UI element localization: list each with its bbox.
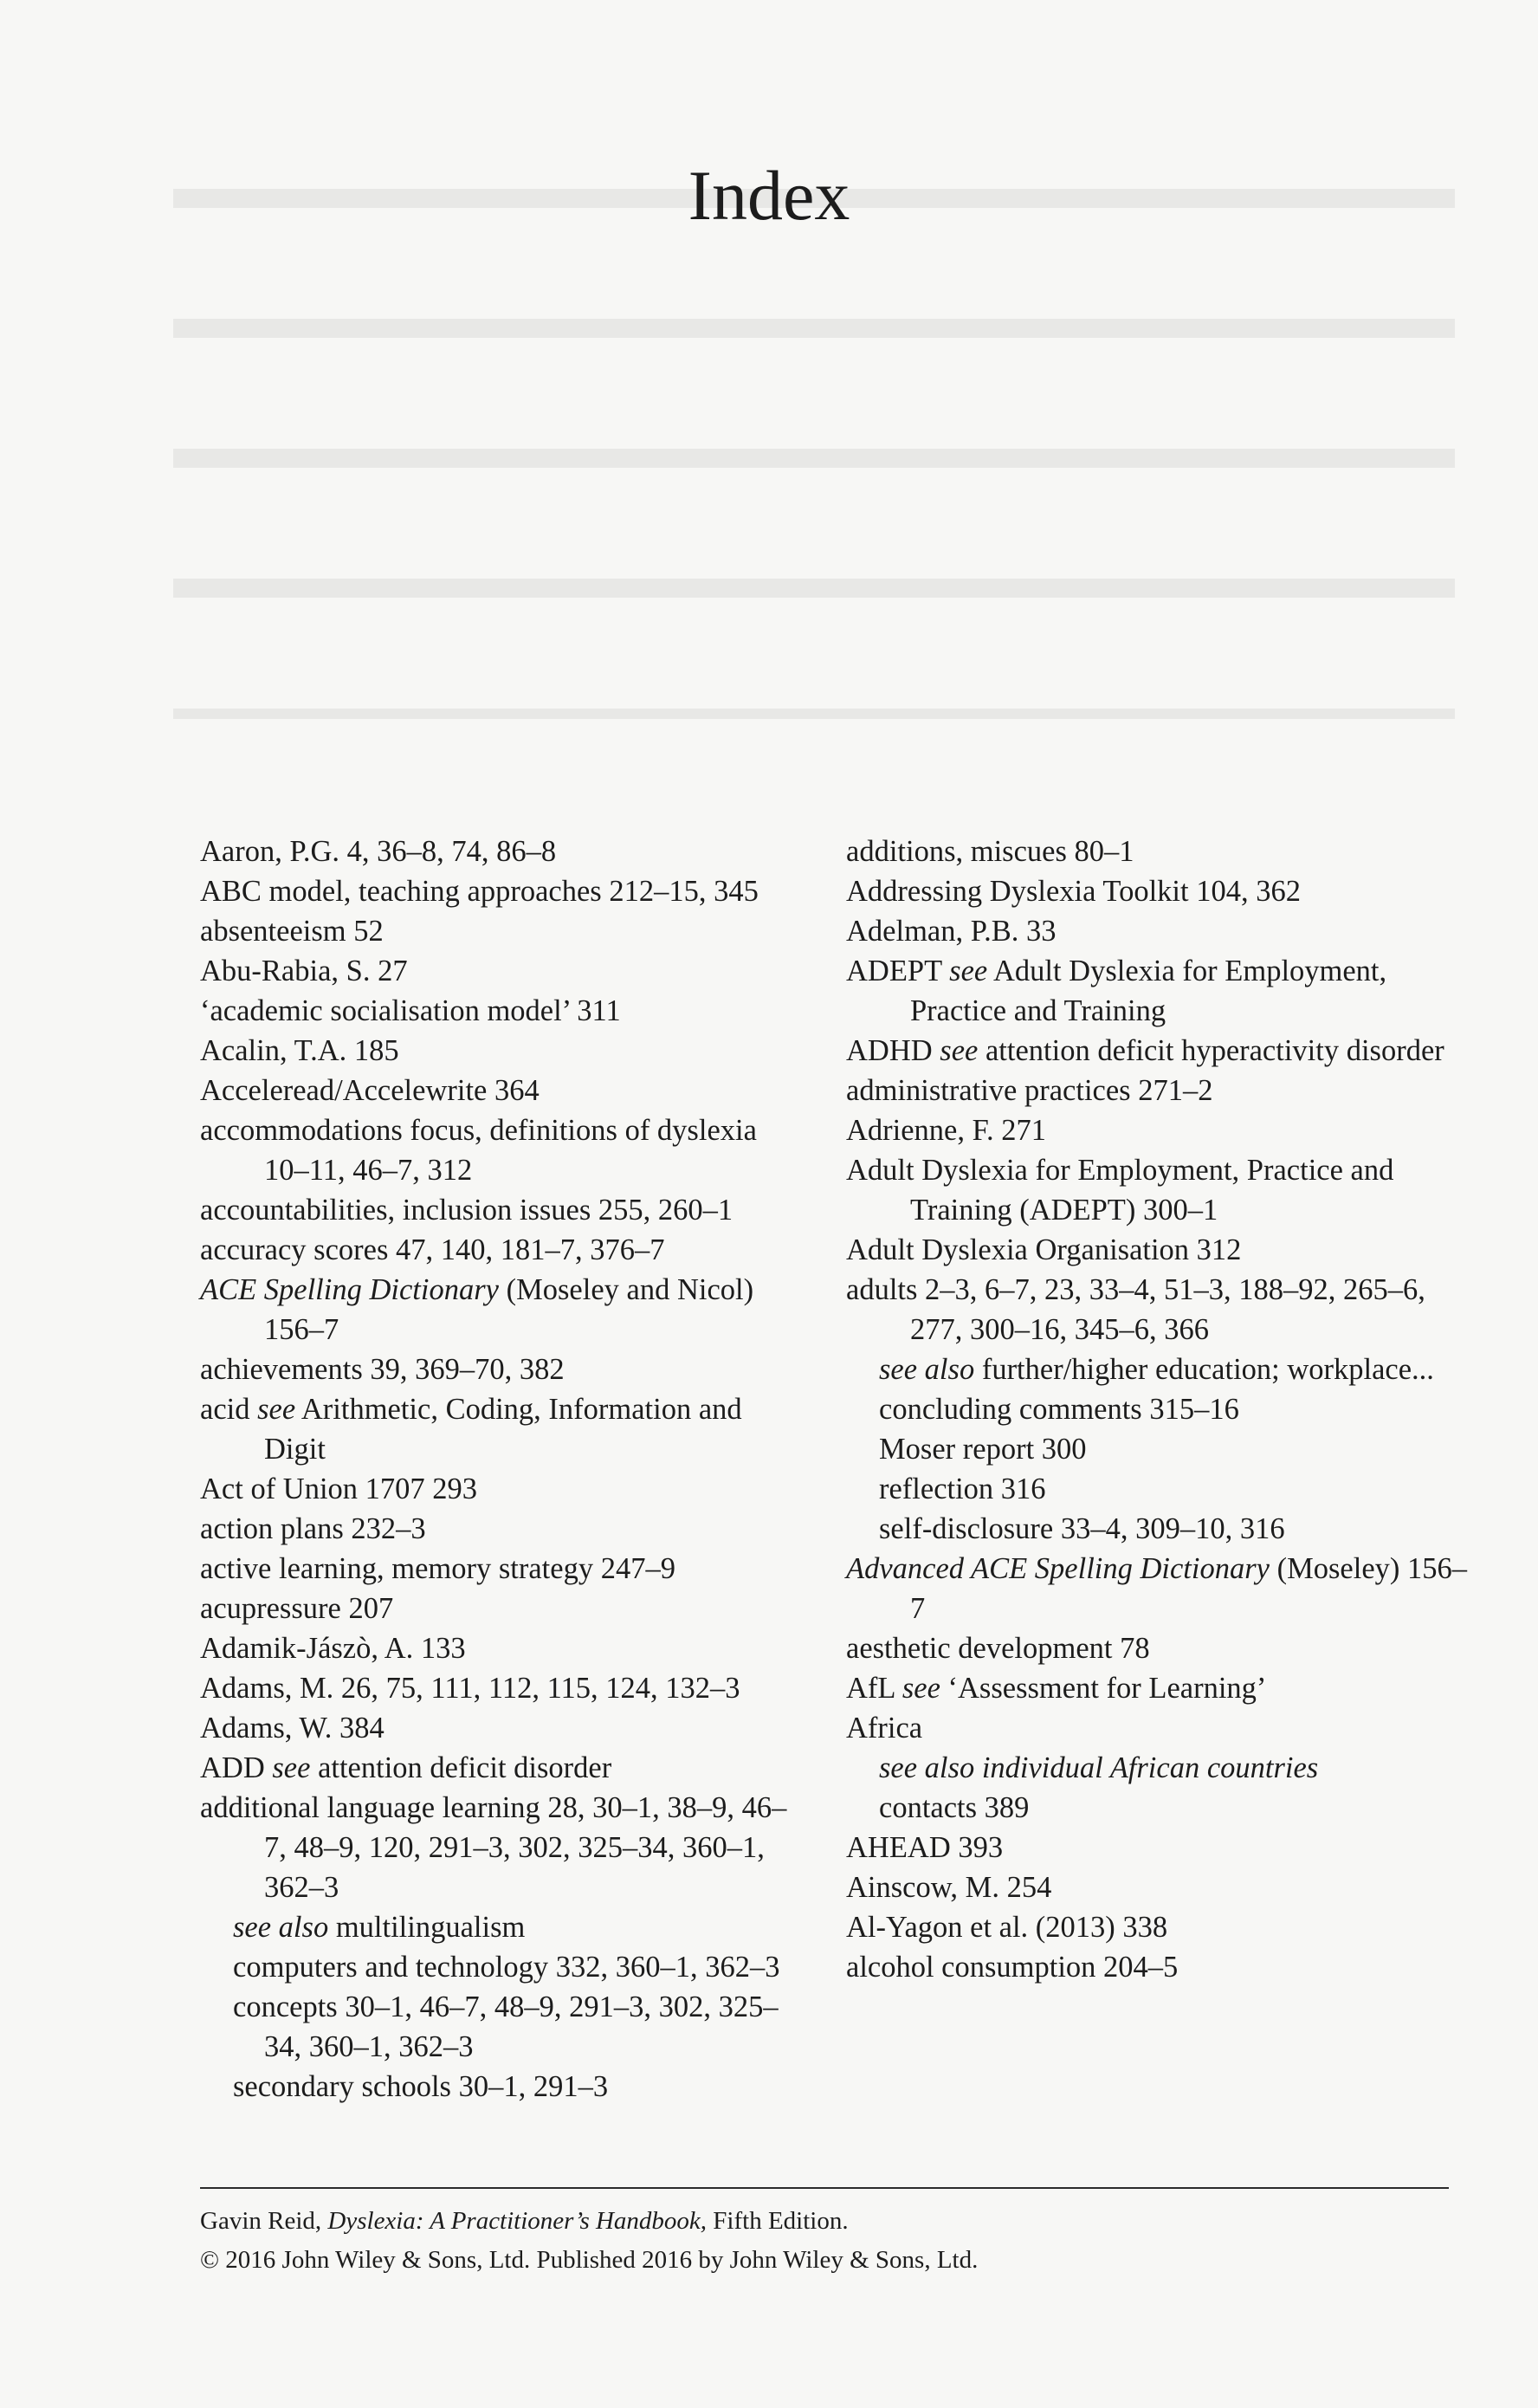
text-run: Abu-Rabia, S. 27: [200, 955, 408, 987]
italic-text: see also individual African countries: [879, 1751, 1319, 1784]
italic-text: see: [272, 1751, 311, 1784]
text-run: accommodations focus, definitions of dyslexia 10–11, 46–7, 312: [200, 1114, 757, 1187]
index-subentry: [200, 1987, 806, 2067]
text-run: Moser report 300: [879, 1433, 1087, 1466]
italic-text: ACE Spelling Dictionary: [200, 1273, 499, 1306]
index-entry: [200, 1190, 806, 1230]
text-run: self-disclosure 33–4, 309–10, 316: [879, 1512, 1285, 1545]
text-run: further/higher education; workplace...: [974, 1353, 1434, 1386]
text-run: ADD: [200, 1751, 273, 1784]
index-entry: [846, 871, 1470, 911]
text-run: Al-Yagon et al. (2013) 338: [846, 1911, 1168, 1944]
footer-divider: [200, 2187, 1449, 2189]
italic-text: see: [940, 1034, 979, 1067]
text-run: AfL: [846, 1672, 902, 1705]
index-entry: [200, 1350, 806, 1389]
index-entry: [846, 1907, 1470, 1947]
text-run: Adult Dyslexia for Employment, Practice and Training: [910, 955, 1387, 1027]
copyright-footer: [200, 2202, 1449, 2280]
index-entry: [846, 1230, 1470, 1270]
index-entry: [200, 1270, 806, 1350]
text-run: ‘Assessment for Learning’: [940, 1672, 1267, 1705]
italic-text: see: [257, 1393, 296, 1426]
text-run: concepts 30–1, 46–7, 48–9, 291–3, 302, 325–34, 360–1, 362–3: [233, 1990, 779, 2063]
index-entry: [846, 1071, 1470, 1110]
text-run: computers and technology 332, 360–1, 362–3: [233, 1951, 780, 1984]
italic-text: see: [901, 1672, 940, 1705]
text-run: Adelman, P.B. 33: [846, 915, 1057, 948]
index-entry: [200, 1469, 806, 1509]
index-entry: [200, 951, 806, 991]
index-subentry: [200, 2067, 806, 2107]
text-run: attention deficit disorder: [310, 1751, 612, 1784]
index-subentry: [846, 1748, 1470, 1788]
index-entry: [200, 1788, 806, 1907]
index-entry: [200, 871, 806, 911]
footer-copyright-line: [200, 2241, 1449, 2280]
index-entry: [200, 1509, 806, 1549]
text-run: achievements 39, 369–70, 382: [200, 1353, 565, 1386]
text-run: Adrienne, F. 271: [846, 1114, 1047, 1147]
text-run: additional language learning 28, 30–1, 38–9, 46–7, 48–9, 120, 291–3, 302, 325–34, 360–1, 362–3: [200, 1791, 787, 1904]
index-entry: [846, 911, 1470, 951]
index-entry: [846, 832, 1470, 871]
text-run: © 2016 John Wiley & Sons, Ltd. Published 2016 by John Wiley & Sons, Ltd.: [200, 2246, 979, 2274]
index-entry: [200, 832, 806, 871]
text-run: additions, miscues 80–1: [846, 835, 1134, 868]
index-column-right: [846, 832, 1470, 1987]
text-run: (Moseley) 156–7: [910, 1552, 1468, 1625]
index-entry: [846, 1031, 1470, 1071]
index-entry: [200, 1668, 806, 1708]
index-entry: [846, 1270, 1470, 1350]
index-entry: [200, 991, 806, 1031]
index-subentry: [200, 1947, 806, 1987]
text-run: accountabilities, inclusion issues 255, 260–1: [200, 1194, 733, 1227]
index-entry: [200, 1628, 806, 1668]
index-entry: [846, 1628, 1470, 1668]
index-subentry: [846, 1389, 1470, 1429]
text-run: alcohol consumption 204–5: [846, 1951, 1179, 1984]
index-entry: [200, 1389, 806, 1469]
text-run: accuracy scores 47, 140, 181–7, 376–7: [200, 1233, 665, 1266]
index-entry: [200, 1708, 806, 1748]
index-entry: [200, 1031, 806, 1071]
index-entry: [846, 951, 1470, 1031]
italic-text: Advanced ACE Spelling Dictionary: [846, 1552, 1270, 1585]
italic-text: see: [949, 955, 988, 987]
text-run: Fifth Edition.: [707, 2207, 849, 2235]
text-run: Adams, W. 384: [200, 1712, 384, 1745]
text-run: Adamik-Jászò, A. 133: [200, 1632, 466, 1665]
index-entry: [846, 1110, 1470, 1150]
italic-text: see also: [233, 1911, 329, 1944]
text-run: acupressure 207: [200, 1592, 394, 1625]
text-run: acid: [200, 1393, 258, 1426]
text-run: Adams, M. 26, 75, 111, 112, 115, 124, 132–3: [200, 1672, 740, 1705]
index-subentry: [846, 1788, 1470, 1828]
text-run: secondary schools 30–1, 291–3: [233, 2070, 609, 2103]
text-run: ADHD: [846, 1034, 940, 1067]
text-run: aesthetic development 78: [846, 1632, 1150, 1665]
text-run: contacts 389: [879, 1791, 1030, 1824]
italic-text: see also: [879, 1353, 975, 1386]
index-column-left: [200, 832, 806, 2107]
text-run: ADEPT: [846, 955, 950, 987]
index-entry: [200, 1071, 806, 1110]
index-entry: [846, 1668, 1470, 1708]
text-run: Acceleread/Accelewrite 364: [200, 1074, 540, 1107]
page-title: Index: [688, 156, 850, 235]
text-run: Arithmetic, Coding, Information and Digit: [264, 1393, 742, 1466]
text-run: ‘academic socialisation model’ 311: [200, 994, 621, 1027]
index-entry: [846, 1549, 1470, 1628]
text-run: active learning, memory strategy 247–9: [200, 1552, 675, 1585]
text-run: absenteeism 52: [200, 915, 384, 948]
text-run: Adult Dyslexia for Employment, Practice and Training (ADEPT) 300–1: [846, 1154, 1394, 1227]
italic-text: Dyslexia: A Practitioner’s Handbook,: [327, 2207, 708, 2235]
footer-citation-line: [200, 2202, 1449, 2241]
index-entry: [200, 911, 806, 951]
text-run: Ainscow, M. 254: [846, 1871, 1052, 1904]
index-subentry: [846, 1509, 1470, 1549]
index-entry: [846, 1708, 1470, 1748]
index-subentry: [200, 1907, 806, 1947]
text-run: ABC model, teaching approaches 212–15, 345: [200, 875, 759, 908]
index-entry: [200, 1549, 806, 1589]
index-entry: [846, 1867, 1470, 1907]
index-entry: [846, 1947, 1470, 1987]
index-entry: [846, 1828, 1470, 1867]
text-run: Addressing Dyslexia Toolkit 104, 362: [846, 875, 1301, 908]
text-run: concluding comments 315–16: [879, 1393, 1239, 1426]
text-run: adults 2–3, 6–7, 23, 33–4, 51–3, 188–92, 265–6, 277, 300–16, 345–6, 366: [846, 1273, 1425, 1346]
index-entry: [846, 1150, 1470, 1230]
text-run: Aaron, P.G. 4, 36–8, 74, 86–8: [200, 835, 557, 868]
text-run: Adult Dyslexia Organisation 312: [846, 1233, 1242, 1266]
index-entry: [200, 1748, 806, 1788]
index-entry: [200, 1230, 806, 1270]
index-subentry: [846, 1469, 1470, 1509]
text-run: multilingualism: [328, 1911, 526, 1944]
text-run: Acalin, T.A. 185: [200, 1034, 399, 1067]
text-run: (Moseley and Nicol) 156–7: [264, 1273, 754, 1346]
index-subentry: [846, 1350, 1470, 1389]
text-run: Africa: [846, 1712, 923, 1745]
index-entry: [200, 1110, 806, 1190]
text-run: Gavin Reid,: [200, 2207, 328, 2235]
text-run: AHEAD 393: [846, 1831, 1004, 1864]
text-run: reflection 316: [879, 1473, 1046, 1505]
text-run: action plans 232–3: [200, 1512, 426, 1545]
text-run: attention deficit hyperactivity disorder: [978, 1034, 1444, 1067]
index-subentry: [846, 1429, 1470, 1469]
index-entry: [200, 1589, 806, 1628]
text-run: Act of Union 1707 293: [200, 1473, 478, 1505]
text-run: administrative practices 271–2: [846, 1074, 1213, 1107]
